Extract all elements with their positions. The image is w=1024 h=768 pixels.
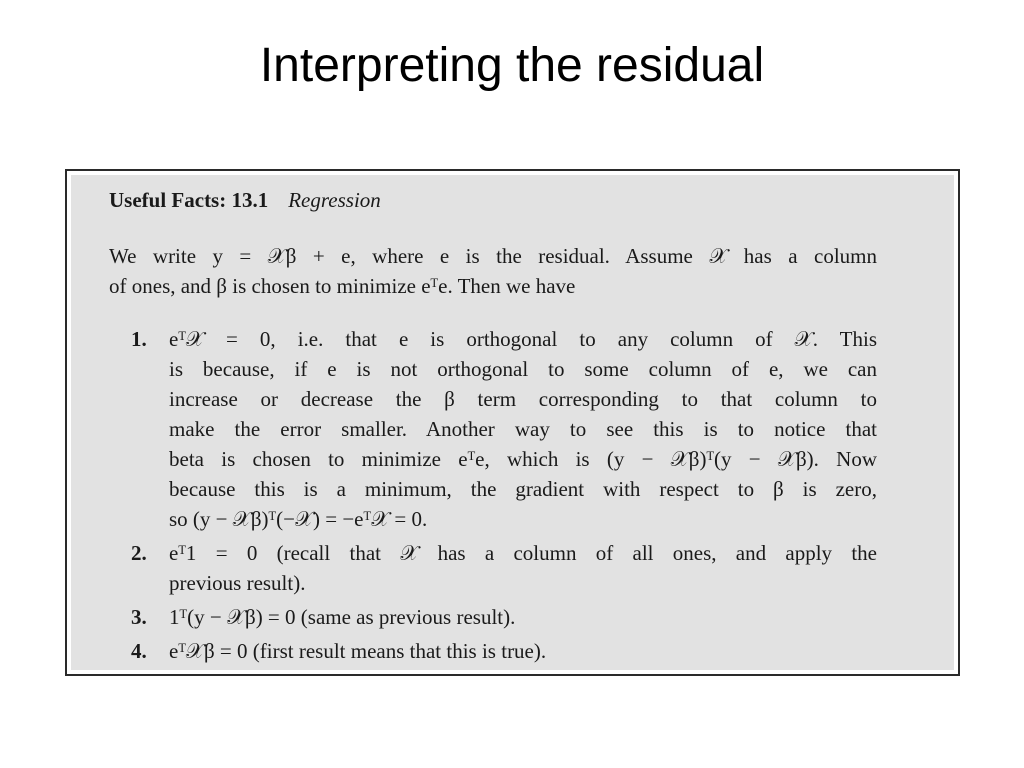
useful-facts-box [65, 169, 960, 676]
useful-facts-panel [71, 175, 954, 670]
list-item-line: so (y − 𝒳β)ᵀ(−𝒳) = −eᵀ𝒳 = 0. [169, 507, 428, 531]
intro-paragraph [109, 241, 877, 301]
list-item-line: eᵀ1 = 0 (recall that 𝒳 has a column of all ones, and apply the [169, 541, 877, 565]
list-item-line: increase or decrease the β term corresponding to that column to [169, 387, 877, 411]
list-item-line: is because, if e is not orthogonal to some column of e, we can [169, 357, 877, 381]
list-item-line: beta is chosen to minimize eᵀe, which is (y − 𝒳β)ᵀ(y − 𝒳β). Now [169, 447, 877, 471]
list-item [131, 602, 877, 632]
list-item [131, 538, 877, 598]
list-item [131, 636, 877, 666]
intro-line: We write y = 𝒳β + e, where e is the residual. Assume 𝒳 has a column [109, 244, 877, 268]
list-item-number: 4. [131, 639, 147, 663]
intro-line: of ones, and β is chosen to minimize eᵀe. Then we have [109, 274, 576, 298]
list-item-line: eᵀ𝒳β = 0 (first result means that this is true). [169, 639, 547, 663]
list-item-line: 1ᵀ(y − 𝒳β) = 0 (same as previous result). [169, 605, 516, 629]
list-item-line: because this is a minimum, the gradient with respect to β is zero, [169, 477, 877, 501]
list-item [131, 324, 877, 534]
facts-header-label: Useful Facts: 13.1 [109, 188, 269, 212]
list-item-line: make the error smaller. Another way to see this is to notice that [169, 417, 877, 441]
facts-list [131, 324, 877, 666]
list-item-number: 3. [131, 605, 147, 629]
list-item-number: 2. [131, 541, 147, 565]
list-item-line: eᵀ𝒳 = 0, i.e. that e is orthogonal to any column of 𝒳. This [169, 327, 877, 351]
facts-header-topic: Regression [288, 188, 381, 212]
slide-title: Interpreting the residual [259, 39, 765, 92]
facts-header [109, 185, 381, 215]
list-item-number: 1. [131, 327, 147, 351]
list-item-line: previous result). [169, 571, 306, 595]
